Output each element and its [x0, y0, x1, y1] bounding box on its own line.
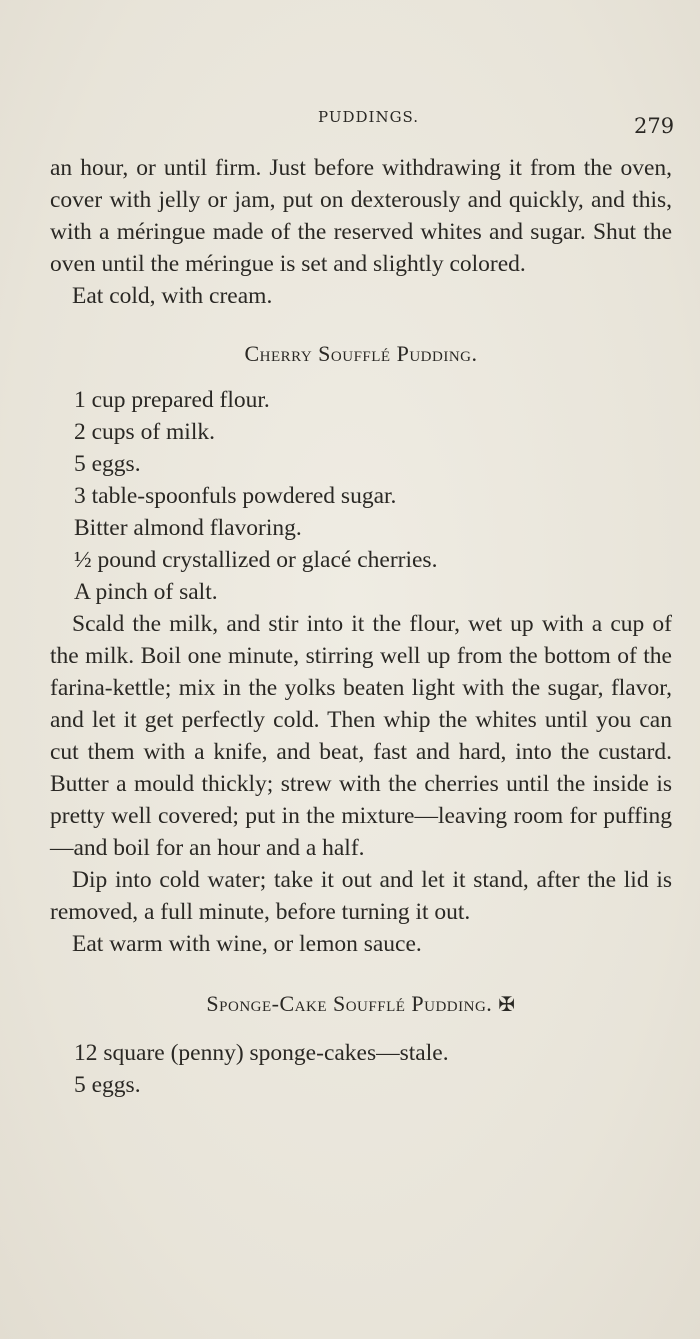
page-number: 279 [634, 114, 675, 138]
ingredient-item: 12 square (penny) sponge-cakes—stale. [74, 1040, 449, 1066]
recipe-title-cherry-souffle: Cherry Soufflé Pudding. [244, 341, 478, 366]
recipe-title-text: Sponge-Cake Soufflé Pudding. [206, 991, 493, 1016]
recipe-serving: Eat warm with wine, or lemon sauce. [72, 931, 422, 957]
method-paragraph: Scald the milk, and stir into it the flour, wet up with a cup of the milk. Boil one minute, stirring well up from the bottom of the farina-kettle; mix in the yolks beaten light with the sugar, flavor, and let it get perfectly cold. Then whip the whites until you can cut them with a knife, and beat, fast and hard, into the custard. Butter a mould thickly; strew with the cherries until the inside is pretty well covered; put in the mixture—leaving room for puffing—and boil for an hour and a half. [50, 611, 672, 861]
ingredient-item: 3 table-spoonfuls powdered sugar. [74, 483, 397, 509]
cross-mark-icon: ✠ [498, 994, 516, 1016]
ingredient-item: 5 eggs. [74, 1072, 141, 1098]
continuation-serving: Eat cold, with cream. [72, 283, 273, 309]
ingredient-item: 1 cup prepared flour. [74, 387, 270, 413]
ingredient-item: ½ pound crystallized or glacé cherries. [74, 547, 438, 573]
ingredient-list-cherry [50, 384, 672, 608]
method-paragraph-2: Dip into cold water; take it out and let it stand, after the lid is removed, a full minute, before turning it out. [50, 867, 672, 925]
recipe-title-sponge-cake-souffle [50, 988, 672, 1021]
ingredient-item: 2 cups of milk. [74, 419, 215, 445]
ingredient-item: A pinch of salt. [74, 579, 218, 605]
ingredient-item: 5 eggs. [74, 451, 141, 477]
running-title: PUDDINGS. [318, 108, 420, 126]
ingredient-item: Bitter almond flavoring. [74, 515, 302, 541]
ingredient-list-sponge [50, 1037, 672, 1101]
page-body [50, 152, 672, 1101]
continuation-paragraph: an hour, or until firm. Just before withdrawing it from the oven, cover with jelly or jam, put on dexterously and quickly, and this, with a méringue made of the reserved whites and sugar. Shut the oven until the méringue is set and slightly colored. [50, 155, 672, 277]
